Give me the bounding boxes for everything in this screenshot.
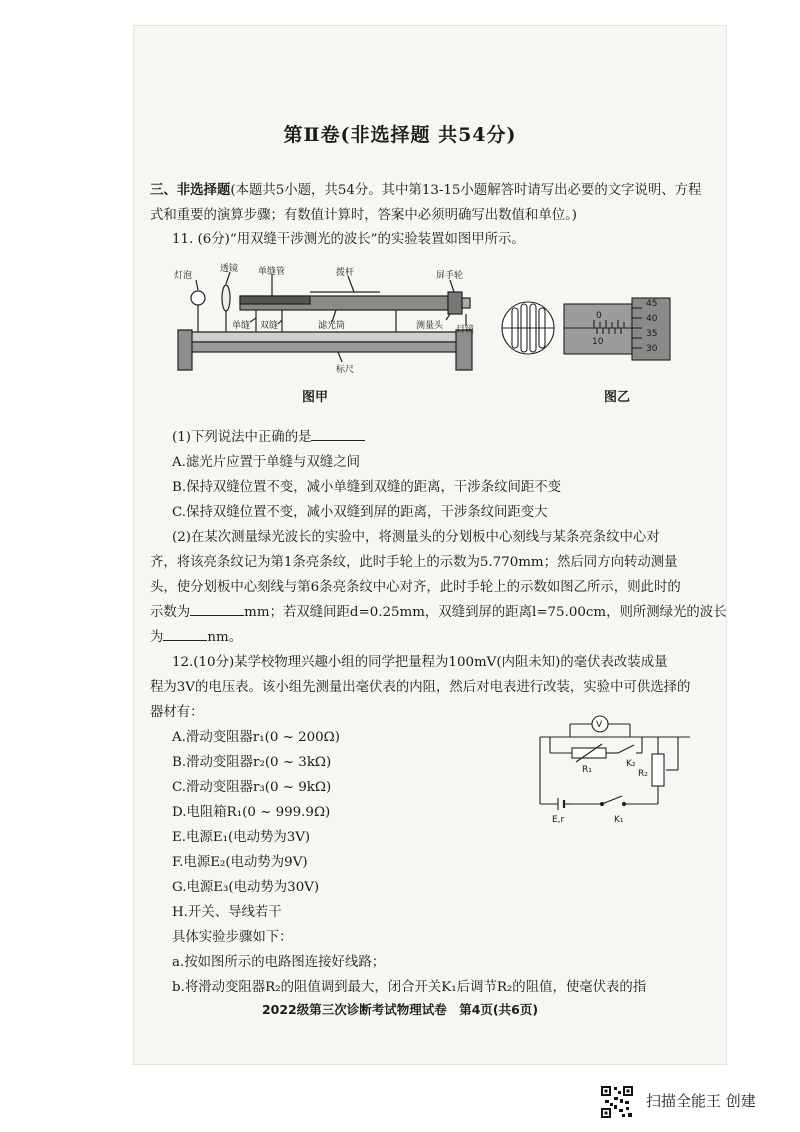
bulb-icon <box>191 291 205 305</box>
figure-b-micrometer <box>500 296 672 362</box>
rheostat-r2-icon <box>652 754 664 786</box>
lens-icon <box>222 285 230 311</box>
equipment-h: H.开关、导线若干 <box>172 905 282 920</box>
switch-k1-icon <box>602 796 622 804</box>
steps-head: 具体实验步骤如下： <box>172 930 293 945</box>
label-meter: V <box>596 720 603 730</box>
figure-a-apparatus <box>160 262 480 380</box>
q12-stem-line3: 器材有： <box>150 705 204 720</box>
label-r1: R₁ <box>582 765 592 775</box>
equipment-g: G.电源E₃(电动势为30V) <box>172 880 320 895</box>
section-intro-text: (本题共5小题，共54分。其中第13-15小题解答时请写出必要的文字说明、方程式和重要的演算步骤；有数值计算时，答案中必须明确写出数值和单位。) <box>150 183 702 223</box>
section-intro-head: 三、非选择题 <box>150 182 231 198</box>
figure-a-caption: 图甲 <box>302 390 329 405</box>
q11-option-a: A.滤光片应置于单缝与双缝之间 <box>172 455 361 470</box>
section-intro <box>150 178 710 228</box>
main-tick-10: 10 <box>592 337 604 347</box>
drum-tick-30: 30 <box>646 344 658 354</box>
label-r2: R₂ <box>638 769 648 779</box>
equipment-e: E.电源E₁(电动势为3V) <box>172 830 311 845</box>
q11-part2-line5-b: nm。 <box>207 630 243 645</box>
label-measure-head: 测量头 <box>416 321 444 331</box>
equipment-c: C.滑动变阻器r₃(0 ~ 9kΩ) <box>172 780 332 795</box>
rail-right-foot <box>456 330 472 370</box>
label-lens: 透镜 <box>220 264 239 274</box>
q11-part2-line4-a: 示数为 <box>150 605 191 620</box>
watermark-text: 扫描全能王 创建 <box>646 1092 756 1110</box>
rail-top <box>182 332 468 342</box>
q11-part1 <box>172 426 365 445</box>
equipment-a: A.滑动变阻器r₁(0 ~ 200Ω) <box>172 730 341 745</box>
label-k1: K₁ <box>614 815 624 824</box>
equipment-f: F.电源E₂(电动势为9V) <box>172 855 308 870</box>
q11-option-c: C.保持双缝位置不变，减小双缝到屏的距离，干涉条纹间距变大 <box>172 505 548 520</box>
eyepiece-icon <box>462 298 470 308</box>
q11-part1-blank[interactable] <box>311 428 365 441</box>
q11-part2-line5-a: 为 <box>150 630 164 645</box>
label-ruler: 标尺 <box>336 365 355 375</box>
section-title: 第Ⅱ卷(非选择题 共54分) <box>283 124 517 146</box>
figure-b-caption: 图乙 <box>604 390 631 405</box>
drum-tick-45: 45 <box>646 299 658 309</box>
step-b: b.将滑动变阻器R₂的阻值调到最大，闭合开关K₁后调节R₂的阻值，使毫伏表的指 <box>172 980 647 995</box>
label-lever: 拨杆 <box>336 268 355 278</box>
label-source: E,r <box>552 815 565 824</box>
q11-option-b: B.保持双缝位置不变，减小单缝到双缝的距离，干涉条纹间距不变 <box>172 480 562 495</box>
q11-stem: 11. (6分)“用双缝干涉测光的波长”的实验装置如图甲所示。 <box>172 232 525 247</box>
label-single-slit: 单缝 <box>232 321 251 331</box>
q12-stem-line2: 程为3V的电压表。该小组先测量出毫伏表的内阻，然后对电表进行改装，实验中可供选择的 <box>150 680 691 695</box>
q11-part2-line4-b: mm；若双缝间距d=0.25mm，双缝到屏的距离l=75.00cm，则所测绿光的波长 <box>244 605 727 620</box>
q11-part2-line5 <box>150 626 242 645</box>
q11-part1-text: (1)下列说法中正确的是 <box>172 430 312 445</box>
label-wheel: 屏手轮 <box>436 271 464 281</box>
label-double-slit: 双缝 <box>260 321 279 331</box>
equipment-b: B.滑动变阻器r₂(0 ~ 3kΩ) <box>172 755 332 770</box>
drum-tick-40: 40 <box>646 314 658 324</box>
q11-part2-line4 <box>150 601 727 620</box>
measure-head-icon <box>448 292 462 314</box>
switch-k2-icon <box>618 745 634 753</box>
q11-wavelength-blank[interactable] <box>163 628 207 641</box>
q11-reading-blank[interactable] <box>190 603 244 616</box>
qr-code-icon <box>600 1085 634 1119</box>
label-single-tube: 单缝管 <box>258 267 286 277</box>
q12-stem-line1: 12.(10分)某学校物理兴趣小组的同学把量程为100mV(内阻未知)的毫伏表改装成量 <box>172 655 668 670</box>
label-k2: K₂ <box>626 759 636 769</box>
equipment-d: D.电阻箱R₁(0 ~ 999.9Ω) <box>172 805 331 820</box>
circuit-diagram <box>530 712 690 824</box>
rail-side <box>190 342 468 352</box>
q11-part2-line2: 齐，将该亮条纹记为第1条亮条纹，此时手轮上的示数为5.770mm；然后同方向转动测量 <box>150 555 678 570</box>
step-a: a.按如图所示的电路图连接好线路； <box>172 955 386 970</box>
q11-part2-line3: 头，使分划板中心刻线与第6条亮条纹中心对齐，此时手轮上的示数如图乙所示，则此时的 <box>150 580 681 595</box>
label-eyepiece: 目镜 <box>456 325 475 335</box>
main-tick-0: 0 <box>596 311 602 321</box>
label-filter-tube: 滤光筒 <box>318 321 346 331</box>
q11-part2-line1: (2)在某次测量绿光波长的实验中，将测量头的分划板中心刻线与某条亮条纹中心对 <box>172 530 660 545</box>
drum-tick-35: 35 <box>646 329 658 339</box>
rail-left-foot <box>178 330 192 370</box>
label-bulb: 灯泡 <box>174 271 193 281</box>
page-footer: 2022级第三次诊断考试物理试卷 第4页(共6页) <box>261 1002 539 1017</box>
